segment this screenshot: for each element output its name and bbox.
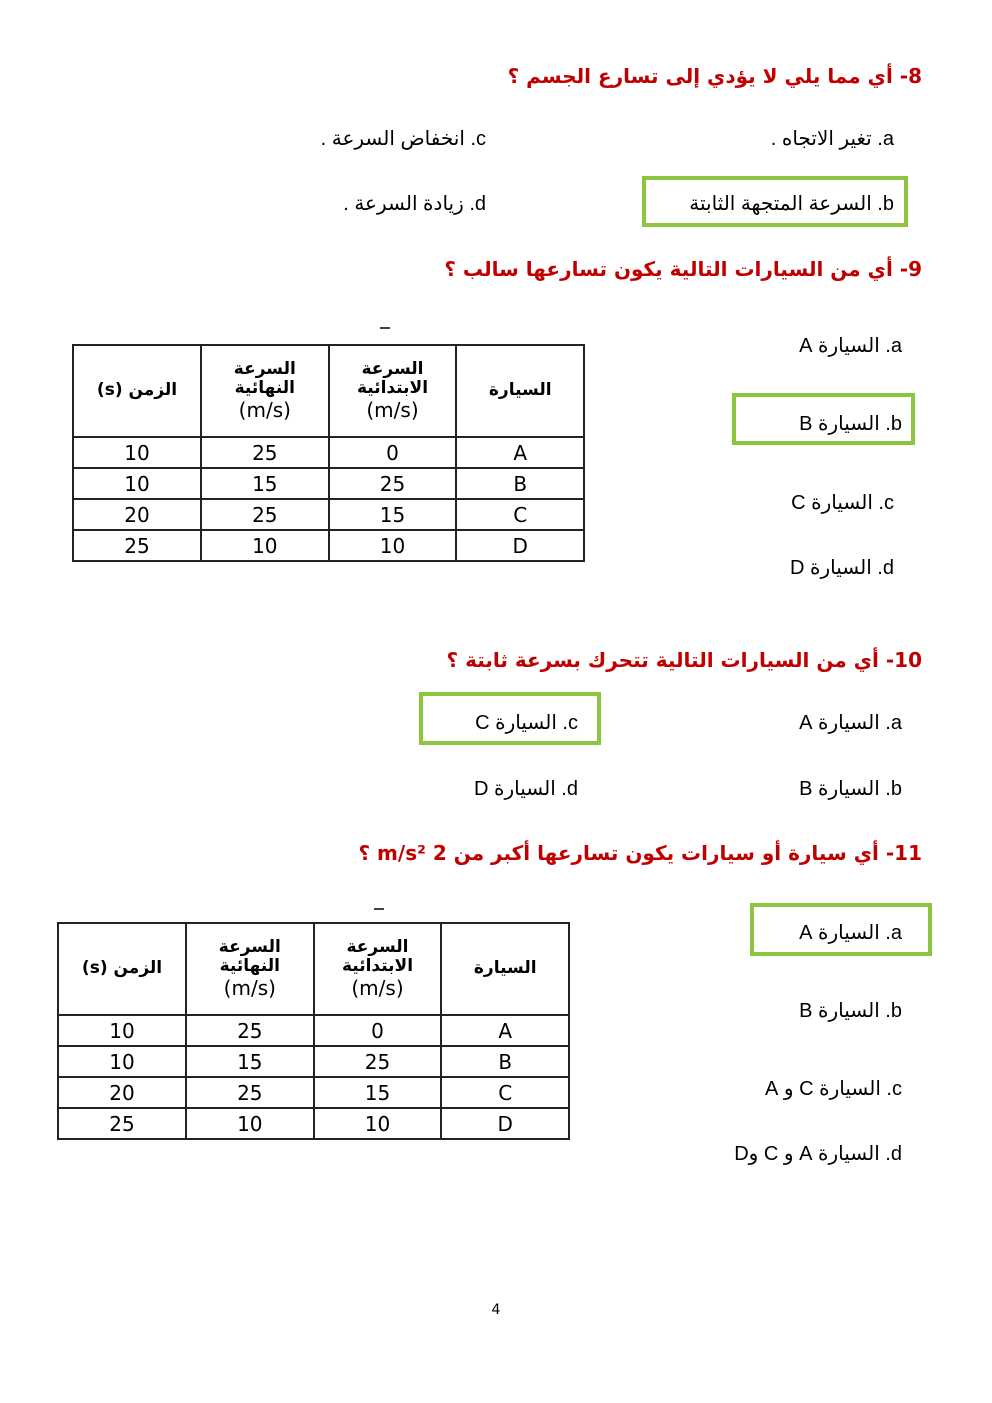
q10-option-d[interactable]: d. السيارة D bbox=[473, 778, 578, 800]
question-11-title: 11- أي سيارة أو سيارات يكون تسارعها أكبر من 2 m/s² ؟ bbox=[358, 841, 922, 865]
question-9-title: 9- أي من السيارات التالية يكون تسارعها سالب ؟ bbox=[444, 257, 922, 281]
question-10-title: 10- أي من السيارات التالية تتحرك بسرعة ثابتة ؟ bbox=[446, 648, 922, 672]
header-time: الزمن (s) bbox=[73, 345, 201, 437]
q11-option-d[interactable]: d. السيارة A و C وD bbox=[734, 1143, 902, 1165]
header-car: السيارة bbox=[456, 345, 584, 437]
header-initial-speed: السرعة الابتدائية (m/s) bbox=[329, 345, 457, 437]
table-header-row bbox=[58, 923, 569, 1015]
header-final-speed: السرعة النهائية (m/s) bbox=[201, 345, 329, 437]
question-8-title: 8- أي مما يلي لا يؤدي إلى تسارع الجسم ؟ bbox=[507, 64, 922, 88]
q11-option-a[interactable]: a. السيارة A bbox=[799, 922, 902, 944]
table-header-row bbox=[73, 345, 584, 437]
table-row: C 15 25 20 bbox=[73, 499, 584, 530]
acceleration-table-1 bbox=[72, 344, 585, 562]
header-time: الزمن (s) bbox=[58, 923, 186, 1015]
q10-option-a[interactable]: a. السيارة A bbox=[799, 712, 902, 734]
header-initial-speed: السرعة الابتدائية (m/s) bbox=[314, 923, 442, 1015]
q10-option-c[interactable]: c. السيارة C bbox=[475, 712, 578, 734]
q10-option-b[interactable]: b. السيارة B bbox=[799, 778, 902, 800]
header-final-speed: السرعة النهائية (m/s) bbox=[186, 923, 314, 1015]
table-row: B 25 15 10 bbox=[58, 1046, 569, 1077]
q9-option-b[interactable]: b. السيارة B bbox=[799, 413, 902, 435]
table-row: A 0 25 10 bbox=[58, 1015, 569, 1046]
q8-option-d[interactable]: d. زيادة السرعة . bbox=[343, 193, 486, 215]
scan-mark bbox=[380, 327, 390, 329]
q11-option-b[interactable]: b. السيارة B bbox=[799, 1000, 902, 1022]
header-car: السيارة bbox=[441, 923, 569, 1015]
q8-option-b[interactable]: b. السرعة المتجهة الثابتة bbox=[689, 193, 894, 215]
table-row: A 0 25 10 bbox=[73, 437, 584, 468]
acceleration-table-2 bbox=[57, 922, 570, 1140]
table-row: B 25 15 10 bbox=[73, 468, 584, 499]
table-row: D 10 10 25 bbox=[73, 530, 584, 561]
q11-option-c[interactable]: c. السيارة C و A bbox=[764, 1078, 902, 1100]
q9-option-a[interactable]: a. السيارة A bbox=[799, 335, 902, 357]
scan-mark bbox=[374, 908, 384, 910]
table-row: C 15 25 20 bbox=[58, 1077, 569, 1108]
table-row: D 10 10 25 bbox=[58, 1108, 569, 1139]
q8-option-a[interactable]: a. تغير الاتجاه . bbox=[770, 128, 894, 150]
q8-option-c[interactable]: c. انخفاض السرعة . bbox=[320, 128, 486, 150]
q9-option-c[interactable]: c. السيارة C bbox=[791, 492, 894, 514]
page-number: 4 bbox=[491, 1302, 501, 1318]
q9-option-d[interactable]: d. السيارة D bbox=[789, 557, 894, 579]
